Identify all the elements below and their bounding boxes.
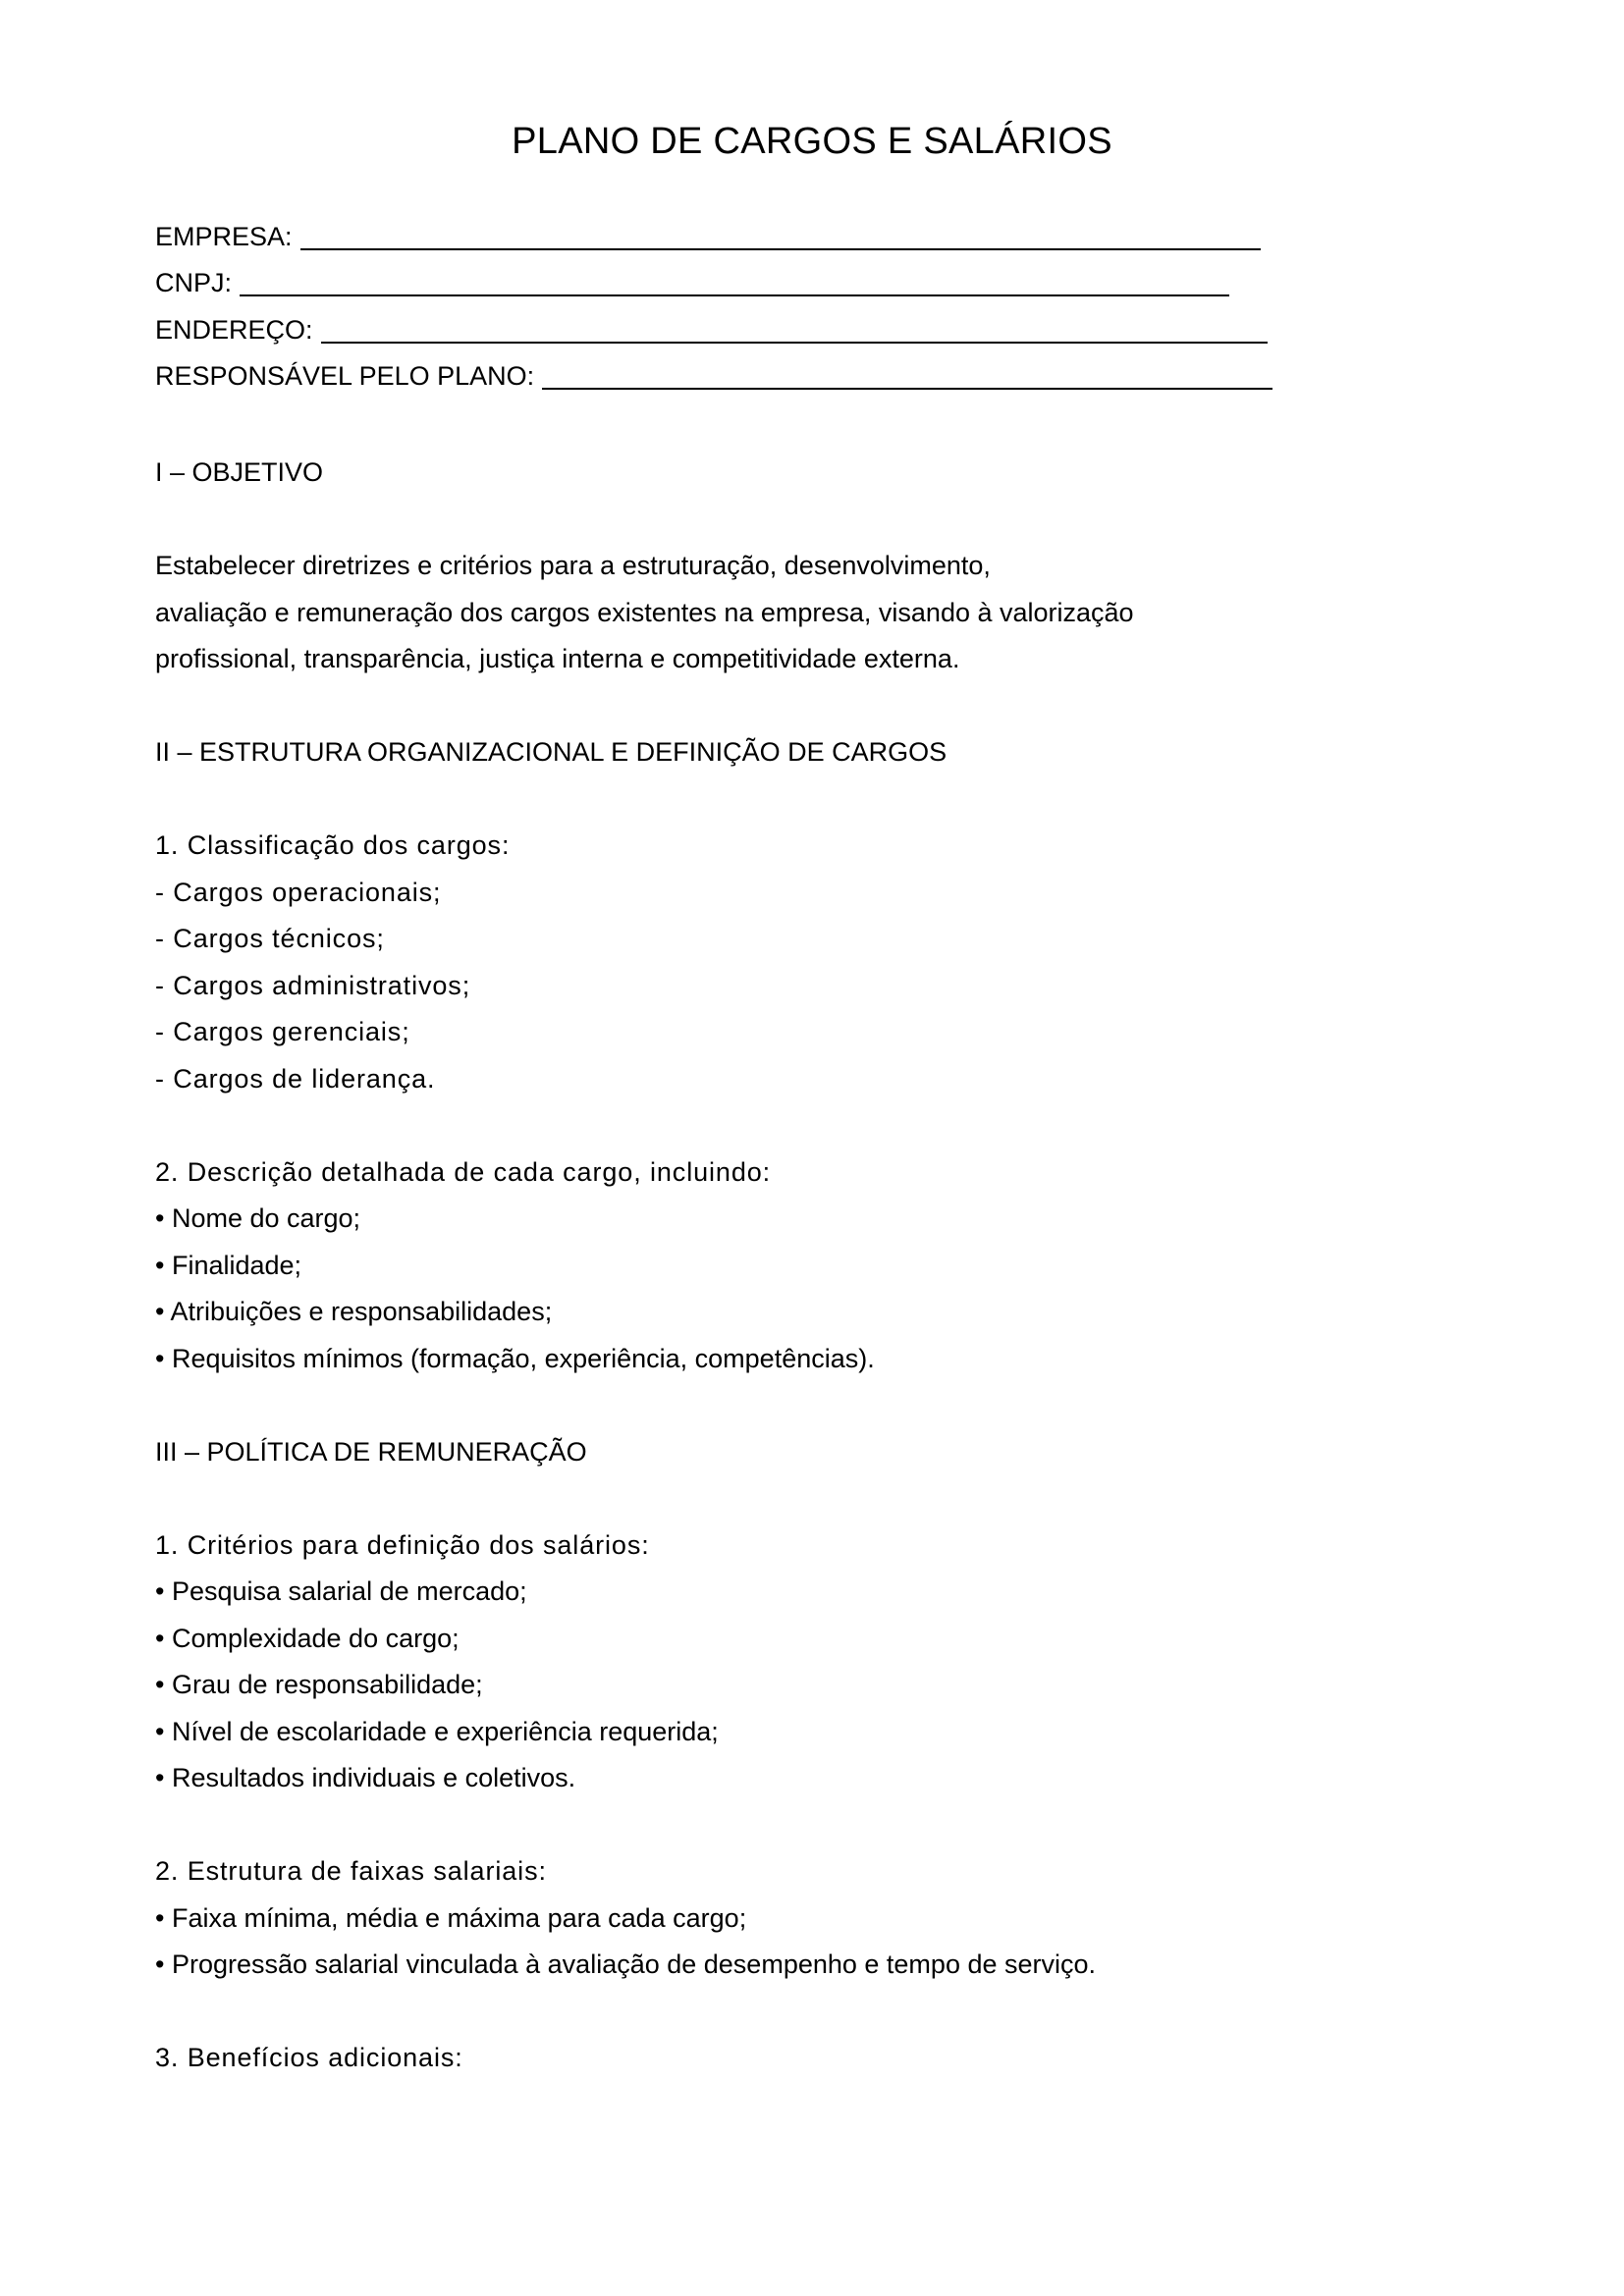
list-item: - Cargos técnicos;	[155, 924, 385, 953]
list-item: • Nível de escolaridade e experiência requerida;	[155, 1717, 719, 1746]
list-item: - Cargos administrativos;	[155, 971, 471, 1000]
address-blank-line	[321, 318, 1268, 344]
document-title: PLANO DE CARGOS E SALÁRIOS	[512, 121, 1112, 162]
list-item: • Resultados individuais e coletivos.	[155, 1763, 576, 1792]
list-item: • Complexidade do cargo;	[155, 1624, 460, 1653]
list-item: • Pesquisa salarial de mercado;	[155, 1576, 527, 1606]
classification-title: 1. Classificação dos cargos:	[155, 830, 511, 860]
list-item: • Progressão salarial vinculada à avaliação de desempenho e tempo de serviço.	[155, 1949, 1097, 1979]
objective-paragraph-line: profissional, transparência, justiça interna e competitividade externa.	[155, 644, 960, 673]
list-item: - Cargos de liderança.	[155, 1064, 436, 1094]
list-item: • Finalidade;	[155, 1251, 302, 1280]
responsible-field	[155, 358, 1272, 394]
section-objective-heading: I – OBJETIVO	[155, 457, 324, 487]
list-item: • Grau de responsabilidade;	[155, 1670, 483, 1699]
salary-bands-title: 2. Estrutura de faixas salariais:	[155, 1856, 547, 1886]
section-remuneration-heading: III – POLÍTICA DE REMUNERAÇÃO	[155, 1437, 587, 1467]
list-item: • Faixa mínima, média e máxima para cada cargo;	[155, 1903, 747, 1933]
company-blank-line	[300, 225, 1261, 250]
list-item: - Cargos operacionais;	[155, 878, 442, 907]
criteria-title: 1. Critérios para definição dos salários:	[155, 1530, 650, 1560]
responsible-blank-line	[542, 364, 1272, 390]
section-structure-heading: II – ESTRUTURA ORGANIZACIONAL E DEFINIÇÃO DE CARGOS	[155, 737, 947, 767]
objective-paragraph-line: Estabelecer diretrizes e critérios para a estruturação, desenvolvimento,	[155, 551, 991, 580]
benefits-title: 3. Benefícios adicionais:	[155, 2043, 463, 2072]
list-item: • Requisitos mínimos (formação, experiência, competências).	[155, 1344, 875, 1373]
objective-paragraph-line: avaliação e remuneração dos cargos existentes na empresa, visando à valorização	[155, 598, 1134, 627]
list-item: - Cargos gerenciais;	[155, 1017, 410, 1046]
company-label: EMPRESA:	[155, 222, 293, 251]
list-item: • Nome do cargo;	[155, 1203, 361, 1233]
cnpj-field	[155, 265, 1229, 300]
company-field	[155, 219, 1261, 254]
cnpj-blank-line	[240, 271, 1229, 296]
responsible-label: RESPONSÁVEL PELO PLANO:	[155, 361, 535, 391]
address-label: ENDEREÇO:	[155, 315, 313, 345]
list-item: • Atribuições e responsabilidades;	[155, 1297, 553, 1326]
cnpj-label: CNPJ:	[155, 268, 233, 297]
address-field	[155, 312, 1268, 347]
description-title: 2. Descrição detalhada de cada cargo, incluindo:	[155, 1157, 772, 1187]
